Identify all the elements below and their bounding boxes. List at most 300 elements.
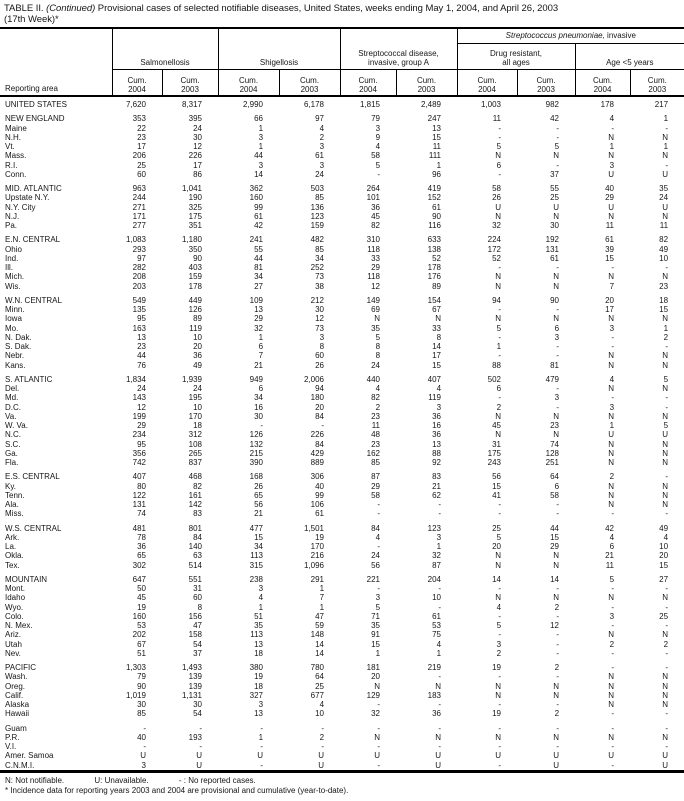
- value-cell: 136: [310, 202, 325, 212]
- value-cell: N: [608, 481, 615, 491]
- value-cell: 99: [254, 202, 264, 212]
- value-cell: N: [553, 281, 560, 291]
- value-cell: 106: [310, 500, 325, 509]
- value-cell: 4: [319, 700, 325, 709]
- footnotes: [0, 773, 684, 796]
- value-cell: N: [553, 272, 560, 282]
- value-cell: -: [498, 611, 502, 621]
- value-cell: 61: [432, 611, 442, 621]
- value-cell: 26: [492, 193, 502, 203]
- value-cell: 2: [609, 472, 615, 482]
- value-cell: -: [611, 760, 615, 770]
- value-cell: 20: [605, 295, 615, 305]
- value-cell: -: [556, 342, 560, 351]
- reporting-area-cell: MOUNTAIN: [5, 574, 48, 584]
- value-cell: U: [553, 202, 560, 212]
- value-cell: 742: [132, 458, 146, 467]
- cum-header-cell: Cum. 2003: [630, 69, 684, 96]
- value-cell: N: [662, 458, 669, 467]
- value-cell: 29: [371, 481, 381, 491]
- value-cell: 36: [432, 411, 442, 421]
- table-row: [0, 630, 684, 639]
- value-cell: 18: [193, 421, 203, 430]
- table-row: [0, 482, 684, 491]
- value-cell: 27: [659, 574, 669, 584]
- value-cell: -: [611, 342, 615, 351]
- value-cell: 32: [492, 221, 502, 230]
- value-cell: 14: [254, 169, 264, 179]
- value-cell: 31: [492, 439, 502, 449]
- value-cell: 362: [249, 184, 264, 193]
- table-row: [0, 761, 684, 772]
- value-cell: 647: [132, 574, 146, 584]
- value-cell: -: [611, 663, 615, 672]
- table-row: [0, 458, 684, 467]
- value-cell: 3: [496, 639, 502, 649]
- reporting-area-cell: Utah: [5, 639, 22, 649]
- value-cell: 32: [254, 323, 264, 333]
- value-cell: 477: [249, 523, 264, 533]
- value-cell: 54: [193, 639, 203, 649]
- value-cell: 89: [193, 314, 203, 324]
- value-cell: N: [495, 314, 502, 324]
- value-cell: 7,620: [125, 100, 146, 109]
- value-cell: U: [608, 202, 615, 212]
- value-cell: 481: [132, 523, 146, 533]
- value-cell: 162: [366, 448, 381, 458]
- value-cell: -: [498, 332, 502, 342]
- reporting-area-cell: Ky.: [5, 481, 16, 491]
- value-cell: N: [608, 700, 615, 709]
- value-cell: 3: [258, 584, 264, 593]
- value-cell: 82: [659, 235, 669, 245]
- value-cell: N: [495, 690, 502, 700]
- value-cell: N: [662, 439, 669, 449]
- value-cell: 395: [188, 114, 203, 124]
- value-cell: -: [611, 602, 615, 612]
- value-cell: 4: [663, 532, 669, 542]
- reporting-area-cell: W. Va.: [5, 421, 28, 430]
- value-cell: -: [377, 169, 381, 179]
- value-cell: 12: [315, 314, 325, 324]
- value-cell: 159: [310, 221, 325, 230]
- value-cell: 86: [193, 169, 203, 179]
- reporting-area-cell: Wis.: [5, 281, 21, 291]
- value-cell: 31: [193, 584, 203, 593]
- table-row: [0, 221, 684, 230]
- table-row: [0, 593, 684, 602]
- value-cell: 325: [188, 202, 203, 212]
- value-cell: 5: [496, 621, 502, 630]
- value-cell: 95: [137, 439, 146, 449]
- value-cell: 159: [188, 272, 203, 282]
- value-cell: 135: [132, 305, 146, 314]
- value-cell: 30: [315, 305, 325, 314]
- value-cell: 1,003: [480, 100, 502, 109]
- value-cell: 353: [132, 114, 146, 124]
- value-cell: N: [495, 593, 502, 603]
- value-cell: 18: [254, 681, 264, 691]
- reporting-area-cell: Vt.: [5, 142, 15, 151]
- value-cell: 58: [371, 490, 381, 500]
- value-cell: U: [140, 751, 146, 761]
- value-cell: N: [553, 681, 560, 691]
- value-cell: 171: [132, 211, 146, 221]
- value-cell: 15: [550, 532, 560, 542]
- value-cell: N: [662, 593, 669, 603]
- value-cell: N: [662, 314, 669, 324]
- value-cell: 15: [659, 305, 669, 314]
- reporting-area-cell: Idaho: [5, 593, 26, 603]
- value-cell: N: [553, 411, 560, 421]
- value-cell: -: [665, 621, 669, 630]
- value-cell: 1,493: [181, 663, 203, 672]
- value-cell: -: [556, 742, 560, 751]
- value-cell: U: [435, 760, 442, 770]
- value-cell: 123: [310, 211, 325, 221]
- reporting-area-cell: N.J.: [5, 211, 20, 221]
- reporting-area-cell: Nev.: [5, 648, 21, 658]
- reporting-area-cell: Colo.: [5, 611, 24, 621]
- value-cell: 291: [310, 574, 325, 584]
- value-cell: 74: [137, 509, 146, 519]
- value-cell: 113: [250, 551, 264, 561]
- value-cell: 35: [254, 621, 264, 630]
- reporting-area-cell: Ohio: [5, 244, 22, 254]
- value-cell: 7: [609, 281, 615, 291]
- value-cell: 60: [193, 593, 203, 603]
- value-cell: -: [611, 709, 615, 719]
- value-cell: 33: [371, 253, 381, 263]
- value-cell: -: [665, 263, 669, 272]
- reporting-area-cell: Tenn.: [5, 490, 25, 500]
- reporting-area-cell: Guam: [5, 723, 27, 733]
- reporting-area-cell: D.C.: [5, 402, 21, 412]
- value-cell: 217: [654, 100, 669, 109]
- reporting-area-cell: Mo.: [5, 323, 19, 333]
- table-row: [0, 533, 684, 542]
- value-cell: 75: [432, 630, 442, 640]
- value-cell: 11: [605, 560, 615, 570]
- value-cell: 7: [258, 351, 264, 361]
- value-cell: 64: [315, 672, 325, 682]
- value-cell: 41: [492, 490, 502, 500]
- value-cell: 12: [193, 142, 203, 151]
- value-cell: 45: [492, 421, 502, 430]
- value-cell: 215: [249, 448, 264, 458]
- reporting-area-cell: Ga.: [5, 448, 18, 458]
- value-cell: -: [611, 648, 615, 658]
- value-cell: N: [608, 439, 615, 449]
- value-cell: 8: [319, 342, 325, 351]
- value-cell: 152: [427, 193, 442, 203]
- value-cell: 15: [371, 639, 381, 649]
- value-cell: 310: [366, 235, 381, 245]
- table-row: [0, 421, 684, 430]
- reporting-area-header: Reporting area: [0, 28, 112, 96]
- reporting-area-cell: N. Dak.: [5, 332, 32, 342]
- value-cell: 10: [315, 709, 325, 719]
- value-cell: N: [662, 500, 669, 509]
- value-cell: 17: [193, 160, 203, 170]
- value-cell: 11: [492, 114, 502, 124]
- value-cell: -: [438, 700, 442, 709]
- value-cell: 19: [315, 532, 325, 542]
- value-cell: -: [498, 630, 502, 640]
- value-cell: 12: [371, 281, 381, 291]
- value-cell: 183: [427, 690, 442, 700]
- value-cell: 78: [137, 532, 146, 542]
- value-cell: 6: [554, 481, 560, 491]
- value-cell: N: [608, 490, 615, 500]
- value-cell: 73: [315, 272, 325, 282]
- value-cell: 4: [436, 384, 442, 393]
- table-row: [0, 570, 684, 584]
- value-cell: 982: [545, 100, 560, 109]
- value-cell: 407: [132, 472, 146, 482]
- value-cell: -: [665, 742, 669, 751]
- value-cell: 82: [371, 221, 381, 230]
- value-cell: 172: [487, 244, 502, 254]
- reporting-area-cell: N.C.: [5, 430, 21, 440]
- reporting-area-cell: Wyo.: [5, 602, 24, 612]
- value-cell: 4: [375, 142, 381, 151]
- value-cell: 195: [188, 393, 203, 403]
- value-cell: 1,180: [181, 235, 203, 245]
- value-cell: 25: [315, 681, 325, 691]
- value-cell: 30: [137, 700, 146, 709]
- value-cell: -: [556, 584, 560, 593]
- value-cell: 19: [137, 602, 146, 612]
- value-cell: 49: [193, 360, 203, 370]
- value-cell: 351: [188, 221, 203, 230]
- value-cell: 92: [432, 458, 442, 467]
- value-cell: N: [495, 681, 502, 691]
- value-cell: 7: [319, 593, 325, 603]
- value-cell: 4: [496, 602, 502, 612]
- reporting-area-cell: Mass.: [5, 151, 27, 161]
- value-cell: 44: [550, 523, 560, 533]
- value-cell: 5: [375, 602, 381, 612]
- value-cell: 25: [659, 611, 669, 621]
- value-cell: -: [143, 742, 146, 751]
- reporting-area-cell: S. ATLANTIC: [5, 374, 53, 384]
- value-cell: 11: [659, 221, 669, 230]
- value-cell: 6: [609, 542, 615, 551]
- reporting-area-cell: Okla.: [5, 551, 24, 561]
- table-row: [0, 393, 684, 402]
- value-cell: 243: [487, 458, 502, 467]
- value-cell: N: [608, 593, 615, 603]
- value-cell: 42: [254, 221, 264, 230]
- value-cell: 85: [137, 709, 146, 719]
- value-cell: 83: [432, 472, 442, 482]
- value-cell: 118: [367, 244, 381, 254]
- value-cell: 11: [432, 142, 442, 151]
- value-cell: 44: [137, 351, 146, 361]
- value-cell: 27: [254, 281, 264, 291]
- value-cell: N: [608, 314, 615, 324]
- value-cell: 502: [487, 374, 502, 384]
- value-cell: N: [662, 448, 669, 458]
- reporting-area-cell: Fla.: [5, 458, 19, 467]
- value-cell: -: [321, 723, 325, 733]
- table-row: [0, 314, 684, 323]
- table-row: [0, 691, 684, 700]
- value-cell: -: [260, 742, 264, 751]
- value-cell: 14: [315, 639, 325, 649]
- value-cell: 13: [254, 709, 264, 719]
- table-row: [0, 519, 684, 533]
- value-cell: 226: [310, 430, 325, 440]
- value-cell: N: [608, 211, 615, 221]
- value-cell: 1,096: [303, 560, 325, 570]
- value-cell: 69: [371, 305, 381, 314]
- value-cell: N: [662, 481, 669, 491]
- value-cell: 440: [366, 374, 381, 384]
- value-cell: 42: [605, 523, 615, 533]
- value-cell: 123: [427, 523, 442, 533]
- value-cell: 13: [137, 332, 146, 342]
- value-cell: N: [495, 272, 502, 282]
- table-row: [0, 305, 684, 314]
- notifiable-diseases-table: [0, 27, 684, 773]
- value-cell: U: [495, 751, 502, 761]
- value-cell: 12: [137, 402, 146, 412]
- reporting-area-cell: Minn.: [5, 305, 25, 314]
- value-cell: 2: [554, 709, 560, 719]
- value-cell: 221: [366, 574, 381, 584]
- value-cell: U: [495, 202, 502, 212]
- table-row: [0, 742, 684, 751]
- reporting-area-cell: S. Dak.: [5, 342, 32, 351]
- value-cell: -: [665, 123, 669, 133]
- value-cell: U: [374, 751, 381, 761]
- value-cell: 18: [254, 648, 264, 658]
- value-cell: 52: [432, 253, 442, 263]
- value-cell: 3: [258, 700, 264, 709]
- value-cell: N: [553, 151, 560, 161]
- value-cell: 83: [193, 509, 203, 519]
- value-cell: -: [438, 584, 442, 593]
- value-cell: 1: [436, 160, 442, 170]
- value-cell: 208: [132, 272, 146, 282]
- value-cell: 780: [310, 663, 325, 672]
- value-cell: -: [556, 723, 560, 733]
- value-cell: 60: [137, 169, 146, 179]
- table-title-line1: TABLE II. (Continued) Provisional cases of selected notifiable diseases, United States, weeks ending May 1, 2004, and April 26, 2003: [4, 3, 559, 14]
- value-cell: 82: [371, 393, 381, 403]
- value-cell: 10: [432, 593, 442, 603]
- value-cell: 468: [188, 472, 203, 482]
- value-cell: 55: [254, 244, 264, 254]
- table-row: [0, 384, 684, 393]
- value-cell: 2: [319, 132, 325, 142]
- table-row: [0, 709, 684, 718]
- value-cell: 170: [310, 542, 325, 551]
- value-cell: 126: [188, 305, 203, 314]
- value-cell: 2: [663, 639, 669, 649]
- value-cell: 19: [492, 663, 502, 672]
- legend-unavailable: U: Unavailable.: [94, 775, 149, 785]
- value-cell: 8: [375, 351, 381, 361]
- value-cell: 24: [137, 384, 146, 393]
- value-cell: 5: [609, 574, 615, 584]
- value-cell: 42: [550, 114, 560, 124]
- value-cell: 24: [659, 193, 669, 203]
- value-cell: 34: [315, 253, 325, 263]
- value-cell: 56: [254, 500, 264, 509]
- value-cell: 178: [188, 281, 203, 291]
- value-cell: 1: [319, 584, 325, 593]
- value-cell: 61: [254, 211, 264, 221]
- value-cell: -: [498, 509, 502, 519]
- table-row: [0, 272, 684, 281]
- value-cell: 29: [254, 314, 264, 324]
- value-cell: 19: [492, 709, 502, 719]
- value-cell: 128: [545, 448, 560, 458]
- value-cell: 22: [137, 123, 146, 133]
- value-cell: 6,178: [303, 100, 325, 109]
- value-cell: 963: [132, 184, 146, 193]
- value-cell: 244: [132, 193, 146, 203]
- reporting-area-cell: Iowa: [5, 314, 22, 324]
- table-row: [0, 430, 684, 439]
- value-cell: 306: [310, 472, 325, 482]
- value-cell: 88: [492, 360, 502, 370]
- reporting-area-cell: PACIFIC: [5, 663, 36, 672]
- value-cell: -: [498, 760, 502, 770]
- value-cell: 390: [249, 458, 264, 467]
- value-cell: 1: [258, 123, 264, 133]
- reporting-area-cell: N.H.: [5, 132, 21, 142]
- value-cell: -: [498, 123, 502, 133]
- value-cell: 1: [496, 342, 502, 351]
- value-cell: -: [377, 723, 381, 733]
- value-cell: -: [199, 742, 203, 751]
- value-cell: 36: [432, 709, 442, 719]
- value-cell: U: [553, 760, 560, 770]
- value-cell: -: [199, 723, 203, 733]
- cum-header-cell: Cum. 2004: [575, 69, 630, 96]
- reporting-area-cell: Nebr.: [5, 351, 25, 361]
- value-cell: -: [611, 393, 615, 403]
- value-cell: N: [608, 384, 615, 393]
- value-cell: 17: [605, 305, 615, 314]
- value-cell: 161: [188, 490, 203, 500]
- table-row: [0, 342, 684, 351]
- value-cell: 4: [609, 532, 615, 542]
- table-row: [0, 542, 684, 551]
- reporting-area-cell: W.N. CENTRAL: [5, 295, 62, 305]
- value-cell: -: [665, 393, 669, 403]
- value-cell: N: [662, 672, 669, 682]
- value-cell: -: [556, 123, 560, 133]
- value-cell: 50: [137, 584, 146, 593]
- reporting-area-cell: Maine: [5, 123, 27, 133]
- value-cell: 126: [249, 430, 264, 440]
- value-cell: 16: [254, 402, 264, 412]
- value-cell: 40: [315, 481, 325, 491]
- value-cell: -: [438, 509, 442, 519]
- value-cell: -: [665, 709, 669, 719]
- value-cell: 96: [432, 169, 442, 179]
- value-cell: N: [553, 211, 560, 221]
- reporting-area-cell: W.S. CENTRAL: [5, 523, 62, 533]
- table-row: [0, 467, 684, 481]
- value-cell: 168: [249, 472, 264, 482]
- value-cell: 2,489: [420, 100, 442, 109]
